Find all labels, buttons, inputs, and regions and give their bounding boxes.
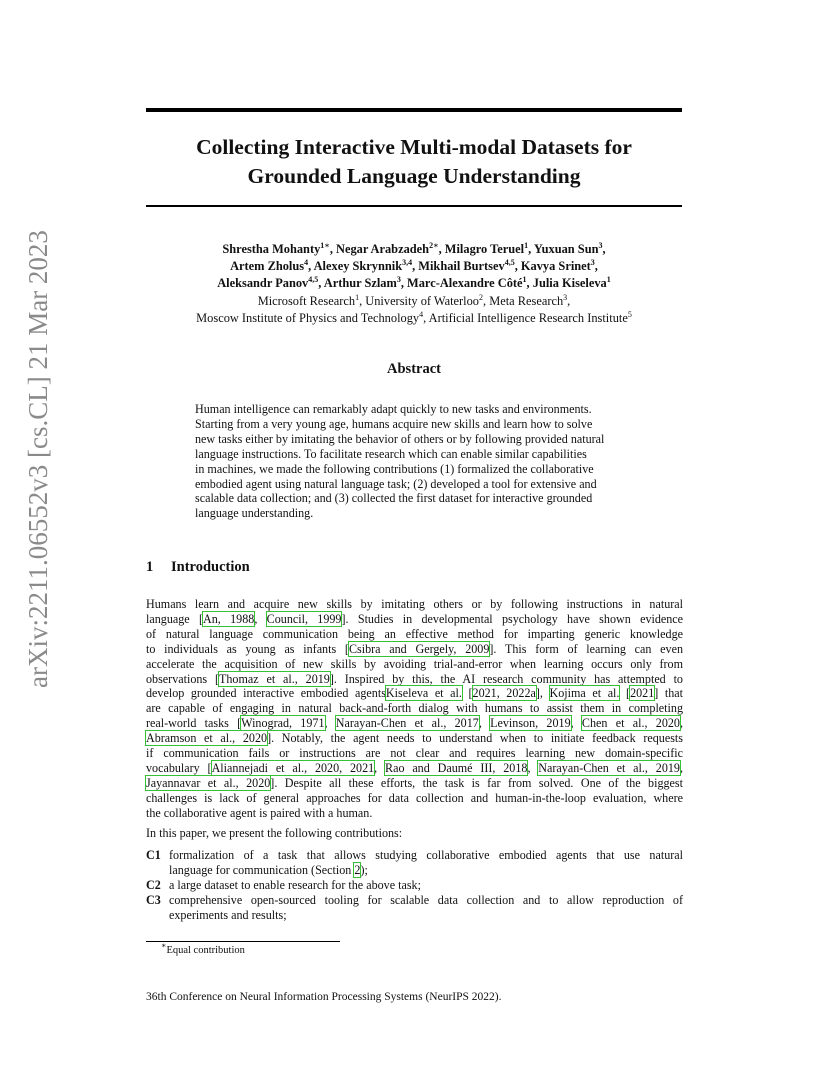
citation-link[interactable]: Council, 1999 (266, 611, 342, 626)
affiliation-sup: 4 (304, 258, 309, 268)
separator: , (514, 259, 521, 274)
affiliation-sup: 1 (522, 275, 527, 285)
text-run: ); (360, 862, 368, 877)
text-line (169, 878, 683, 893)
text-line (169, 863, 683, 878)
text-run: , (679, 716, 683, 731)
author-name: Artificial Intelligence Research Institute (428, 310, 628, 325)
abstract-body (195, 402, 635, 521)
citation-link[interactable]: Winograd, 1971 (241, 716, 325, 731)
text-line (146, 776, 683, 791)
affiliation-sup: 2∗ (429, 241, 439, 250)
contributions-list (146, 848, 683, 923)
citation-link[interactable]: Aliannejadi et al., 2020, 2021 (211, 760, 375, 775)
contribution-label: C1 (146, 848, 161, 862)
text-line (169, 893, 683, 908)
section-heading-introduction (146, 559, 250, 576)
text-run: , (374, 760, 386, 775)
text-run: challenges is lack of general approaches for data collection and human-in-the-loop evaluation, where (146, 790, 683, 805)
citation-link[interactable]: Kojima et al. (549, 686, 620, 701)
author-line (120, 241, 708, 258)
author-name: Negar Arabzadeh (336, 242, 430, 256)
abstract-line: language instructions. To facilitate research which can enable similar capabilities (195, 446, 587, 461)
title-line-2: Grounded Language Understanding (247, 164, 581, 188)
author-name: University of Waterloo (365, 293, 479, 308)
text-run: ] that (654, 686, 684, 701)
text-run: , (570, 716, 582, 731)
text-line (146, 761, 683, 776)
text-line (146, 657, 683, 672)
citation-link[interactable]: 2021 (630, 686, 655, 701)
citation-link[interactable]: Abramson et al., 2020 (146, 731, 268, 746)
author-name: Milagro Teruel (444, 242, 525, 256)
text-run: of natural language communication being an effective method for imparting generic knowledge (146, 626, 683, 641)
text-run: ]. Despite all these efforts, the task is far from solved. One of the biggest (270, 775, 683, 790)
separator: , (400, 276, 408, 291)
author-name: Aleksandr Panov (217, 276, 309, 291)
citation-link[interactable]: Narayan-Chen et al., 2019 (538, 760, 680, 775)
author-name: Moscow Institute of Physics and Technology (196, 310, 420, 325)
text-line (146, 612, 683, 627)
separator: , (329, 242, 337, 256)
citation-link[interactable]: Narayan-Chen et al., 2017 (335, 716, 479, 731)
author-block (120, 241, 708, 327)
text-run: , (254, 611, 267, 626)
text-run: the collaborative agent is paired with a human. (146, 805, 373, 820)
author-name: Kavya Srinet (520, 259, 591, 274)
contributions-intro: In this paper, we present the following contributions: (146, 826, 403, 840)
citation-link[interactable]: 2 (354, 862, 361, 877)
conference-note: 36th Conference on Neural Information Processing Systems (NeurIPS 2022). (146, 991, 502, 1003)
author-name: Meta Research (489, 293, 564, 308)
separator: , (602, 242, 606, 256)
introduction-paragraph (146, 597, 683, 821)
affiliation-sup: 3 (396, 275, 401, 285)
author-name: Microsoft Research (257, 293, 356, 308)
abstract-line: embodied agent using natural language task; (2) developed a tool for extensive and (195, 476, 597, 491)
abstract-line: Human intelligence can remarkably adapt quickly to new tasks and environments. (195, 402, 592, 416)
citation-link[interactable]: Kiseleva et al. (385, 686, 462, 701)
separator: , (528, 242, 534, 256)
text-line (146, 672, 683, 687)
affiliation-sup: 1∗ (320, 241, 330, 250)
footnote-text: Equal contribution (166, 945, 245, 956)
author-name: Mikhail Burtsev (418, 259, 505, 274)
author-name: Marc-Alexandre Côté (407, 276, 523, 291)
text-run: ]. Inspired by this, the AI research community has attempted to (329, 671, 683, 686)
separator: , (423, 310, 429, 325)
text-run: , (679, 760, 683, 775)
footnote-rule (146, 941, 340, 942)
arxiv-stamp: arXiv:2211.06552v3 [cs.CL] 21 Mar 2023 (23, 230, 53, 688)
author-name: Shrestha Mohanty (222, 242, 321, 256)
text-line (146, 642, 683, 657)
text-run: , (527, 760, 539, 775)
text-run: vocabulary [ (146, 760, 212, 775)
text-run: a large dataset to enable research for the above task; (169, 877, 421, 892)
affiliation-sup: 4,5 (308, 275, 319, 285)
contribution-item (146, 848, 683, 878)
abstract-line: language understanding. (195, 506, 314, 521)
text-run: real-world tasks [ (146, 716, 242, 731)
text-line (146, 701, 683, 716)
text-line (146, 731, 683, 746)
author-name: Yuxuan Sun (533, 242, 599, 256)
text-line (169, 848, 683, 863)
author-name: Artem Zholus (230, 259, 305, 274)
contribution-label: C2 (146, 877, 161, 892)
separator: , (438, 242, 445, 256)
text-run: , (478, 716, 491, 731)
author-line (120, 275, 708, 292)
author-name: Julia Kiseleva (532, 276, 607, 291)
paper-title (146, 133, 682, 191)
text-run: ]. Studies in developmental psychology have shown evidence (341, 611, 684, 626)
text-run: ], (535, 686, 550, 701)
section-number: 1 (146, 559, 154, 575)
affiliation-sup: 1 (606, 275, 611, 285)
citation-link[interactable]: Csibra and Gergely, 2009 (348, 641, 490, 656)
text-run: observations [ (146, 671, 219, 686)
author-name: Alexey Skrynnik (313, 259, 403, 274)
section-title: Introduction (171, 559, 250, 575)
separator: , (483, 293, 490, 308)
text-run: ]. This form of learning can even (489, 641, 684, 656)
affiliation-sup: 2 (479, 292, 483, 302)
text-line (146, 806, 683, 821)
citation-link[interactable]: 2021, 2022a (472, 686, 536, 701)
affiliation-sup: 1 (355, 292, 360, 302)
citation-link[interactable]: Jayannavar et al., 2020 (146, 775, 271, 790)
separator: , (308, 259, 314, 274)
citation-link[interactable]: Chen et al., 2020 (581, 716, 680, 731)
affiliation-sup: 3 (563, 292, 568, 302)
text-line (146, 627, 683, 642)
text-line (146, 686, 683, 701)
text-run: ]. Notably, the agent needs to understand when to initiate feedback requests (267, 731, 683, 746)
abstract-line: scalable data collection; and (3) collected the first dataset for interactive grounded (195, 491, 593, 506)
text-run: if communication fails or instructions are not clear and requires learning new domain-specific (146, 746, 683, 761)
text-run: language [ (146, 611, 203, 626)
abstract-line: Starting from a very young age, humans acquire new skills and learn how to solve (195, 416, 593, 431)
affiliation-sup: 5 (627, 309, 632, 319)
text-line (146, 716, 683, 731)
text-run: comprehensive open-sourced tooling for scalable data collection and to allow reproduction of (169, 892, 683, 907)
abstract-line: new tasks either by imitating the behavior of others or by following provided natural (195, 431, 605, 446)
affiliation-line (120, 293, 708, 310)
title-line-1: Collecting Interactive Multi-modal Datasets for (196, 135, 632, 159)
text-run: language for communication (Section (169, 862, 355, 877)
contribution-item (146, 878, 683, 893)
separator: , (412, 259, 419, 274)
citation-link[interactable]: An, 1988 (203, 611, 255, 626)
contribution-label: C3 (146, 892, 161, 907)
contribution-item (146, 893, 683, 923)
text-run: accelerate the acquisition of new skills by avoiding trial-and-error when learning occurs only from (146, 656, 683, 671)
affiliation-line (120, 310, 708, 327)
separator: , (526, 276, 533, 291)
text-line (146, 791, 683, 806)
text-line (146, 746, 683, 761)
author-line (120, 258, 708, 275)
abstract-line: in machines, we made the following contributions (1) formalized the collaborative (195, 461, 594, 476)
separator: , (318, 276, 324, 291)
affiliation-sup: 3,4 (402, 258, 413, 268)
text-run: formalization of a task that allows studying collaborative embodied agents that use natural (169, 848, 683, 862)
abstract-heading: Abstract (387, 361, 441, 377)
affiliation-sup: 4 (419, 309, 424, 319)
footnote-mark: ∗ (161, 941, 167, 950)
affiliation-sup: 4,5 (504, 258, 515, 268)
text-run: [ (619, 686, 631, 701)
footnote (161, 941, 245, 956)
author-name: Arthur Szlam (323, 276, 397, 291)
text-line (146, 597, 683, 612)
affiliation-sup: 3 (598, 241, 603, 250)
citation-link[interactable]: Thomaz et al., 2019 (219, 671, 330, 686)
citation-link[interactable]: Levinson, 2019 (490, 716, 571, 731)
text-run: , (324, 716, 336, 731)
citation-link[interactable]: Rao and Daumé III, 2018 (385, 760, 528, 775)
title-bottom-rule (146, 205, 682, 207)
text-line (169, 908, 683, 923)
text-run: develop grounded interactive embodied agents (146, 686, 386, 701)
text-run: are capable of engaging in natural back-and-forth dialog with humans to assist them in completing (146, 701, 683, 716)
title-top-rule (146, 108, 682, 112)
separator: , (567, 293, 571, 308)
affiliation-sup: 1 (524, 241, 529, 250)
text-run: [ (461, 686, 473, 701)
separator: , (359, 293, 366, 308)
text-run: to individuals as young as infants [ (146, 641, 349, 656)
text-run: experiments and results; (169, 907, 287, 922)
affiliation-sup: 3 (590, 258, 595, 268)
separator: , (594, 259, 598, 274)
text-run: Humans learn and acquire new skills by imitating others or by following instructions in natural (146, 597, 683, 611)
